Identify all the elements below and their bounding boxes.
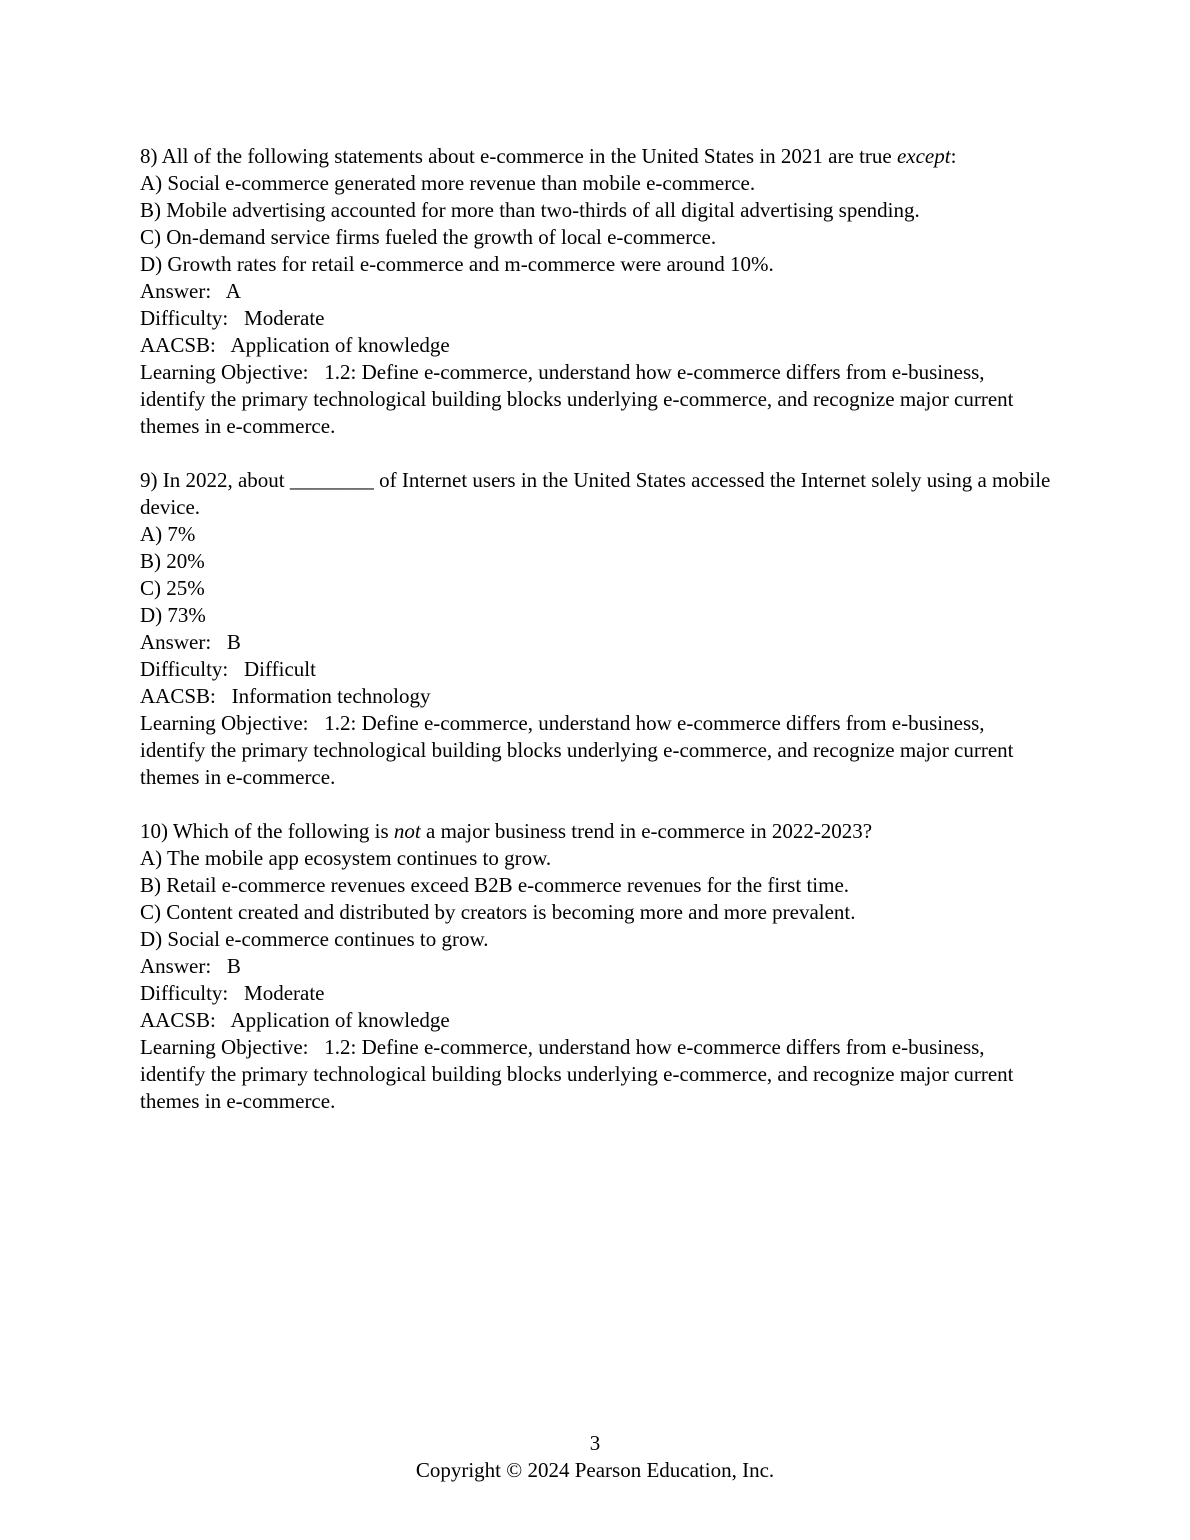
question-9-choice-b: B) 20% <box>140 549 205 573</box>
question-10-aacsb-line: AACSB: Application of knowledge <box>140 1008 450 1032</box>
question-8-learning-objective-line: Learning Objective: 1.2: Define e-commerce, understand how e-commerce differs from e-business, identify the primary technological building blocks underlying e-commerce, and recognize major current themes in e-commerce. <box>140 360 1019 438</box>
question-10-stem-post: a major business trend in e-commerce in 2022-2023? <box>420 819 873 843</box>
question-block-8 <box>140 143 1054 440</box>
question-9-difficulty-line: Difficulty: Difficult <box>140 657 316 681</box>
question-8-stem-italic: except <box>896 144 951 168</box>
question-8-choice-c: C) On-demand service firms fueled the growth of local e-commerce. <box>140 225 717 249</box>
question-9-stem <box>140 467 1054 521</box>
page-number: 3 <box>589 1431 601 1455</box>
question-10-answer-line: Answer: B <box>140 954 241 978</box>
question-8-difficulty-line: Difficulty: Moderate <box>140 306 325 330</box>
question-8-answer-line: Answer: A <box>140 279 241 303</box>
question-9-aacsb-line: AACSB: Information technology <box>140 684 431 708</box>
page-footer <box>0 1430 1190 1484</box>
question-block-10 <box>140 818 1054 1115</box>
question-8-aacsb-line: AACSB: Application of knowledge <box>140 333 450 357</box>
question-8-stem-post: : <box>950 144 957 168</box>
question-block-9 <box>140 467 1054 791</box>
question-9-choice-d: D) 73% <box>140 603 206 627</box>
question-10-choice-c: C) Content created and distributed by creators is becoming more and more prevalent. <box>140 900 856 924</box>
question-10-choice-b: B) Retail e-commerce revenues exceed B2B e-commerce revenues for the first time. <box>140 873 850 897</box>
question-9-stem-text: 9) In 2022, about ________ of Internet users in the United States accessed the Internet solely using a mobile device. <box>140 468 1056 519</box>
copyright-line: Copyright © 2024 Pearson Education, Inc. <box>415 1458 775 1482</box>
question-10-stem-italic: not <box>393 819 421 843</box>
question-10-choice-d: D) Social e-commerce continues to grow. <box>140 927 489 951</box>
question-9-choice-a: A) 7% <box>140 522 196 546</box>
question-8-choice-a: A) Social e-commerce generated more revenue than mobile e-commerce. <box>140 171 756 195</box>
question-8-stem <box>140 143 1054 170</box>
question-10-stem <box>140 818 1054 845</box>
question-9-learning-objective-line: Learning Objective: 1.2: Define e-commerce, understand how e-commerce differs from e-business, identify the primary technological building blocks underlying e-commerce, and recognize major current themes in e-commerce. <box>140 711 1019 789</box>
question-10-learning-objective-line: Learning Objective: 1.2: Define e-commerce, understand how e-commerce differs from e-business, identify the primary technological building blocks underlying e-commerce, and recognize major current themes in e-commerce. <box>140 1035 1019 1113</box>
question-8-choice-d: D) Growth rates for retail e-commerce and m-commerce were around 10%. <box>140 252 774 276</box>
question-9-answer-line: Answer: B <box>140 630 241 654</box>
question-10-stem-text: 10) Which of the following is <box>140 819 394 843</box>
question-8-stem-text: 8) All of the following statements about e-commerce in the United States in 2021 are true <box>140 144 897 168</box>
question-8-choice-b: B) Mobile advertising accounted for more than two-thirds of all digital advertising spending. <box>140 198 920 222</box>
question-9-choice-c: C) 25% <box>140 576 205 600</box>
page-content <box>140 143 1054 1142</box>
question-10-choice-a: A) The mobile app ecosystem continues to grow. <box>140 846 552 870</box>
question-10-difficulty-line: Difficulty: Moderate <box>140 981 325 1005</box>
